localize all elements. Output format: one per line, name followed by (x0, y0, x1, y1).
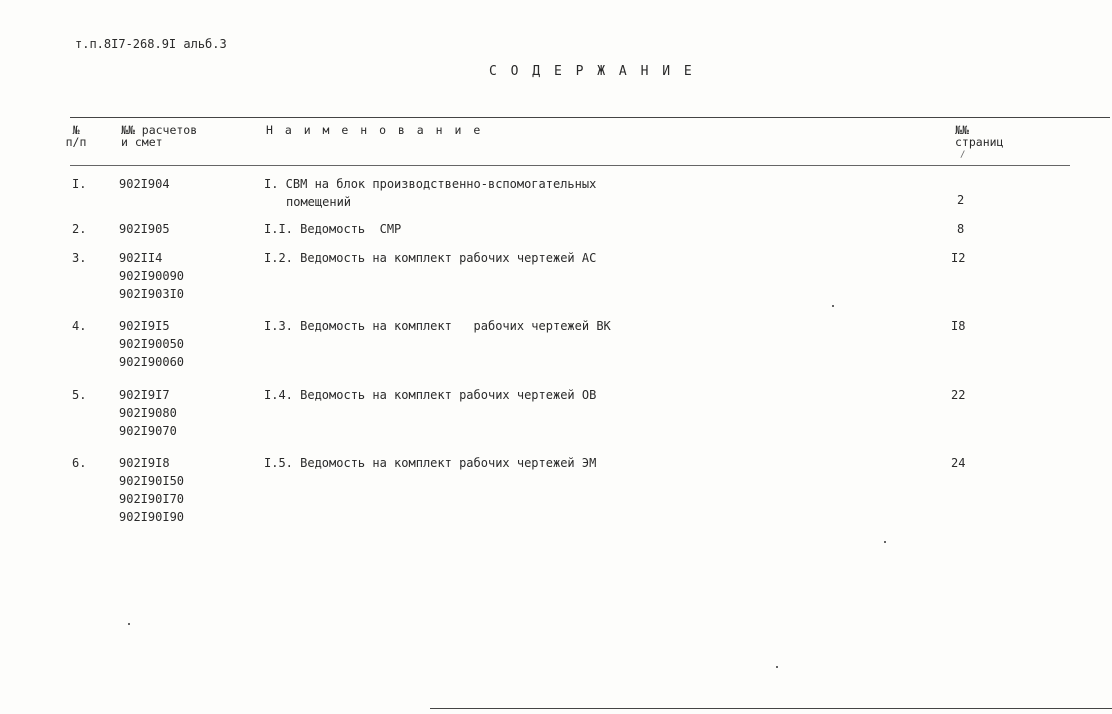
header-pages-line1: №№ (955, 123, 969, 137)
row-number: 6. (72, 456, 87, 470)
row-code: 902II4 (119, 251, 163, 265)
table-top-rule (70, 117, 1110, 118)
row-codes (119, 249, 184, 303)
row-codes (119, 454, 184, 526)
scan-speck (776, 666, 778, 668)
row-codes (119, 386, 177, 440)
row-code: 902I903I0 (119, 287, 185, 301)
row-code: 902I90I70 (119, 492, 185, 506)
row-code: 902I9I7 (119, 388, 170, 402)
row-page: I2 (951, 251, 966, 265)
row-number: I. (72, 177, 87, 191)
row-name (264, 454, 596, 472)
scan-speck (832, 305, 834, 307)
row-name-line: помещений (286, 195, 352, 209)
page-bottom-rule (430, 708, 1112, 709)
row-name-line: I.I. Ведомость СМР (264, 222, 402, 236)
row-name-line: I.3. Ведомость на комплект рабочих чертежей ВК (264, 319, 611, 333)
row-name (264, 249, 596, 267)
header-bottom-rule (70, 165, 1070, 166)
row-page: 22 (951, 388, 966, 402)
header-pages (955, 124, 1003, 148)
row-code: 902I904 (119, 177, 170, 191)
document-title: С О Д Е Р Ж А Н И Е (489, 64, 695, 79)
row-page: 2 (957, 193, 965, 207)
row-code: 902I9I8 (119, 456, 170, 470)
row-code: 902I90060 (119, 355, 185, 369)
row-code: 902I90I90 (119, 510, 185, 524)
row-page: I8 (951, 319, 966, 333)
scan-speck (128, 623, 130, 625)
row-code: 902I9I5 (119, 319, 170, 333)
row-name (264, 220, 401, 238)
header-number-line1: № (72, 123, 80, 137)
row-name-line: I.5. Ведомость на комплект рабочих чертежей ЭМ (264, 456, 597, 470)
row-name (264, 386, 596, 404)
row-code: 902I9080 (119, 406, 177, 420)
row-name (264, 317, 611, 335)
row-number: 5. (72, 388, 87, 402)
row-page: 8 (957, 222, 965, 236)
header-codes-line1: №№ расчетов (121, 123, 198, 137)
row-codes (119, 317, 184, 371)
row-number: 4. (72, 319, 87, 333)
row-code: 902I90I50 (119, 474, 185, 488)
row-page: 24 (951, 456, 966, 470)
row-name (264, 175, 596, 211)
scan-speck (884, 541, 886, 543)
row-name-line: I. СВМ на блок производственно-вспомогательных (264, 177, 597, 191)
document-code: т.п.8I7-268.9I альб.3 (75, 37, 227, 51)
row-name-line: I.4. Ведомость на комплект рабочих чертежей ОВ (264, 388, 597, 402)
row-codes (119, 175, 170, 193)
row-codes (119, 220, 170, 238)
row-code: 902I90090 (119, 269, 185, 283)
header-pages-line2: страниц (955, 135, 1004, 149)
row-code: 902I905 (119, 222, 170, 236)
header-codes (121, 124, 197, 148)
header-codes-line2: и смет (121, 135, 163, 149)
header-mark: / (960, 150, 966, 160)
header-number (62, 124, 90, 148)
header-number-line2: п/п (65, 135, 87, 149)
row-code: 902I9070 (119, 424, 177, 438)
row-code: 902I90050 (119, 337, 185, 351)
row-name-line: I.2. Ведомость на комплект рабочих чертежей АС (264, 251, 597, 265)
row-number: 2. (72, 222, 87, 236)
header-name: Н а и м е н о в а н и е (266, 123, 483, 137)
row-number: 3. (72, 251, 87, 265)
